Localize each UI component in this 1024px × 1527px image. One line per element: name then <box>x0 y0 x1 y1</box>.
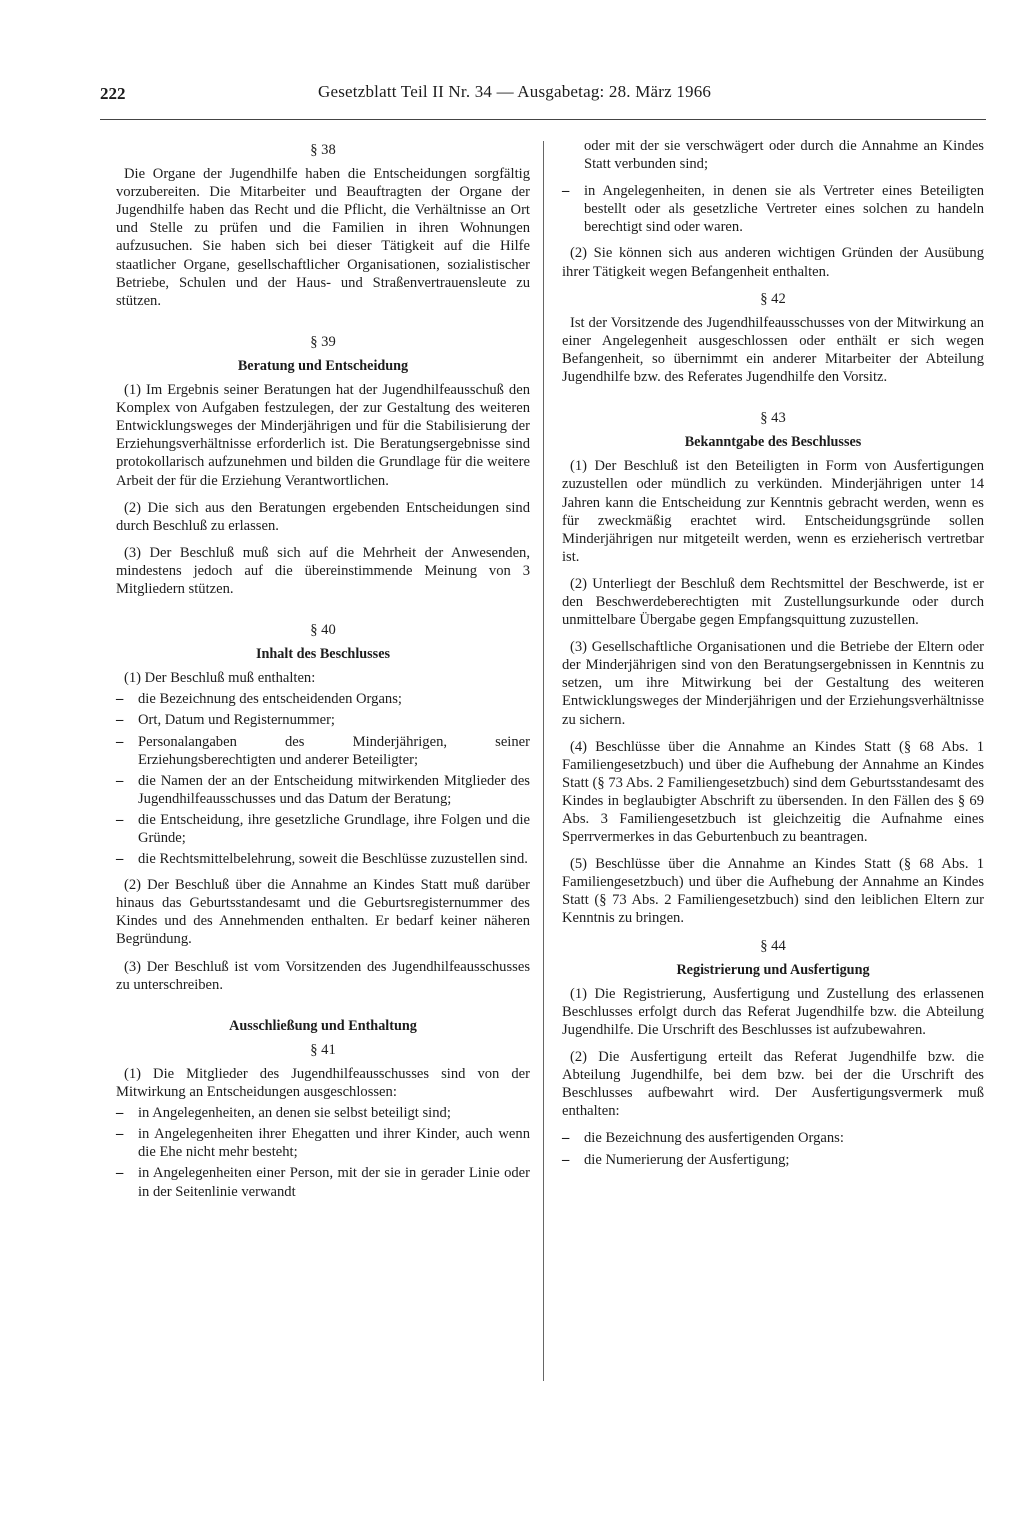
paragraph: (5) Beschlüsse über die Annahme an Kindes Statt (§ 68 Abs. 1 Familiengesetzbuch) und über die Aufhebung der Annahme an Kindes Statt (§ 73 Abs. 2 Familiengesetzbuch) sind den leiblichen Eltern zur Kenntnis zu bringen. <box>562 856 984 927</box>
list-item: – Personalangaben des Minderjährigen, seiner Erziehungsberechtigten und anderer Beteiligter; <box>116 733 530 769</box>
dash-list <box>562 1129 984 1168</box>
running-header: Gesetzblatt Teil II Nr. 34 — Ausgabetag: 28. März 1966 <box>318 82 712 101</box>
section-number: § 38 <box>310 142 336 158</box>
list-item: – in Angelegenheiten einer Person, mit der sie in gerader Linie oder in der Seitenlinie verwandt <box>116 1164 530 1200</box>
paragraph: (2) Sie können sich aus anderen wichtigen Gründen der Ausübung ihrer Tätigkeit wegen Befangenheit enthalten. <box>562 245 984 280</box>
paragraph: Ist der Vorsitzende des Jugendhilfeausschusses von der Mitwirkung an einer Angelegenheit ausgeschlossen oder enthält er sich wegen Befangenheit, so übernimmt ein anderer Mitarbeiter der Abteilung Jugendhilfe bzw. des Referates Jugendhilfe den Vorsitz. <box>562 314 984 386</box>
page-number: 222 <box>100 84 126 103</box>
paragraph: (4) Beschlüsse über die Annahme an Kindes Statt (§ 68 Abs. 1 Familiengesetzbuch) und über die Aufhebung der Annahme an Kindes Statt (§ 73 Abs. 2 Familiengesetzbuch) sind dem Geburtsstandesamt des Kindes in beglaubigter Abschrift zu übersenden. In den Fällen des § 69 Abs. 3 Familiengesetzbuch ist gleichzeitig die Aufnahme eines Sperrvermerkes in das Geburtenbuch zu beantragen. <box>562 738 984 846</box>
paragraph: (1) Der Beschluß ist den Beteiligten in Form von Ausfertigungen zuzustellen oder mündlich zu verkünden. Minderjährigen unter 14 Jahren kann die Entscheidung zur Kenntnis gebracht werden, wenn es für zweckmäßig erachtet wird. Entscheidungsgründe sollen Minderjährigen nur mitgeteilt werden, wenn es erzieherisch vertretbar ist. <box>562 458 984 565</box>
paragraph: (2) Die sich aus den Beratungen ergebenden Entscheidungen sind durch Beschluß zu erlassen. <box>116 499 530 534</box>
paragraph: Die Organe der Jugendhilfe haben die Entscheidungen sorgfältig vorzubereiten. Die Mitarbeiter und Beauftragten der Organe der Jugendhilfe haben das Recht und die Pflicht, die Verhältnisse an Ort und Stelle zu prüfen und die Familien in ihren Wohnungen aufzusuchen. Sie haben sich bei dieser Tätigkeit auf die Hilfe staatlicher Organe, gesellschaftlicher Organisationen, sozialistischer Betriebe, Schulen und der Haus- und Straßenvertrauensleute zu stützen. <box>116 166 530 309</box>
section-43 <box>562 409 984 927</box>
section-title: Registrierung und Ausfertigung <box>676 961 870 978</box>
section-38 <box>116 141 530 310</box>
paragraph: (3) Der Beschluß ist vom Vorsitzenden des Jugendhilfeausschusses zu unterschreiben. <box>116 958 530 993</box>
list-item: – die Entscheidung, ihre gesetzliche Grundlage, ihre Folgen und die Gründe; <box>116 811 530 847</box>
dash-list <box>116 1104 530 1200</box>
paragraph: oder mit der sie verschwägert oder durch die Annahme an Kindes Statt verbunden sind; <box>584 138 984 173</box>
list-item: – in Angelegenheiten ihrer Ehegatten und ihrer Kinder, auch wenn die Ehe nicht mehr besteht; <box>116 1125 530 1161</box>
section-39 <box>116 333 530 598</box>
right-column <box>562 137 984 1177</box>
paragraph: (1) Der Beschluß muß enthalten: <box>124 670 316 687</box>
section-number: § 41 <box>310 1041 336 1058</box>
column-divider <box>543 141 544 1381</box>
list-item: – die Bezeichnung des entscheidenden Organs; <box>116 690 530 708</box>
section-41 <box>116 1017 530 1201</box>
section-44 <box>562 937 984 1169</box>
list-item: – die Numerierung der Ausfertigung; <box>562 1151 984 1169</box>
section-41-continued <box>562 137 984 281</box>
section-number: § 39 <box>310 333 336 350</box>
section-number: § 40 <box>310 622 336 639</box>
list-item: – in Angelegenheiten, in denen sie als Vertreter eines Beteiligten bestellt oder als gesetzliche Vertreter eines solchen zu handeln berechtigt sind oder waren. <box>562 182 984 236</box>
list-item: – in Angelegenheiten, an denen sie selbst beteiligt sind; <box>116 1104 530 1122</box>
section-42 <box>562 290 984 386</box>
paragraph: (1) Die Mitglieder des Jugendhilfeausschusses sind von der Mitwirkung an Entscheidungen ausgeschlossen: <box>116 1065 530 1101</box>
paragraph: (2) Unterliegt der Beschluß dem Rechtsmittel der Beschwerde, ist er den Beschwerdeberechtigten mit Zustellungsurkunde oder durch unmittelbare Übergabe gegen Empfangsquittung zuzustellen. <box>562 575 984 629</box>
dash-list <box>562 182 984 236</box>
paragraph: (3) Der Beschluß muß sich auf die Mehrheit der Anwesenden, mindestens jedoch auf die übereinstimmende Meinung von 3 Mitgliedern stützen. <box>116 544 530 597</box>
paragraph: (1) Im Ergebnis seiner Beratungen hat der Jugendhilfeausschuß den Komplex von Aufgaben festzulegen, der zur Gestaltung des weiteren Entwicklungsweges der Minderjährigen und für die Stabilisierung der Erziehungsverhältnisse erforderlich ist. Die Beratungsergebnisse sind protokollarisch aufzunehmen und bilden die Grundlage für die weitere Arbeit der für die Erziehung Verantwortlichen. <box>116 382 530 489</box>
paragraph: (1) Die Registrierung, Ausfertigung und Zustellung des erlassenen Beschlusses erfolgt durch das Referat Jugendhilfe bzw. die Abteilung Jugendhilfe. Die Urschrift des Beschlusses ist aufzubewahren. <box>562 985 984 1038</box>
section-heading: Ausschließung und Enthaltung <box>229 1017 417 1034</box>
list-item: – die Bezeichnung des ausfertigenden Organs: <box>562 1129 984 1147</box>
dash-list <box>116 690 530 868</box>
section-title: Inhalt des Beschlusses <box>255 646 391 663</box>
section-number: § 42 <box>760 290 786 307</box>
section-title: Bekanntgabe des Beschlusses <box>684 434 862 451</box>
header-rule <box>100 119 986 120</box>
left-column <box>116 141 530 1209</box>
section-title: Beratung und Entscheidung <box>237 357 409 374</box>
list-item: – Ort, Datum und Registernummer; <box>116 711 530 729</box>
list-item: – die Namen der an der Entscheidung mitwirkenden Mitglieder des Jugendhilfeausschusses und das Datum der Beratung; <box>116 772 530 808</box>
section-number: § 44 <box>760 937 786 954</box>
section-40 <box>116 621 530 994</box>
paragraph: (3) Gesellschaftliche Organisationen und die Betriebe der Eltern oder der Minderjährigen sind von den Beratungsergebnissen in Kenntnis zu setzen, um ihre Mitwirkung bei der Gestaltung des weiteren Entwicklungsweges der Minderjährigen und der Erziehungsverhältnisse zu sichern. <box>562 639 984 728</box>
list-item: – die Rechtsmittelbelehrung, soweit die Beschlüsse zuzustellen sind. <box>116 850 530 868</box>
paragraph: (2) Die Ausfertigung erteilt das Referat Jugendhilfe bzw. die Abteilung Jugendhilfe, bei dem bzw. bei der die Urschrift des Beschlusses aufbewahrt wird. Der Ausfertigungsvermerk muß enthalten: <box>562 1049 984 1120</box>
section-number: § 43 <box>760 410 786 427</box>
paragraph: (2) Der Beschluß über die Annahme an Kindes Statt muß darüber hinaus das Geburtsstandesamt und die Geburtsregisternummer des Kindes und des Annehmenden enthalten. Er bedarf keiner näheren Begründung. <box>116 877 530 948</box>
